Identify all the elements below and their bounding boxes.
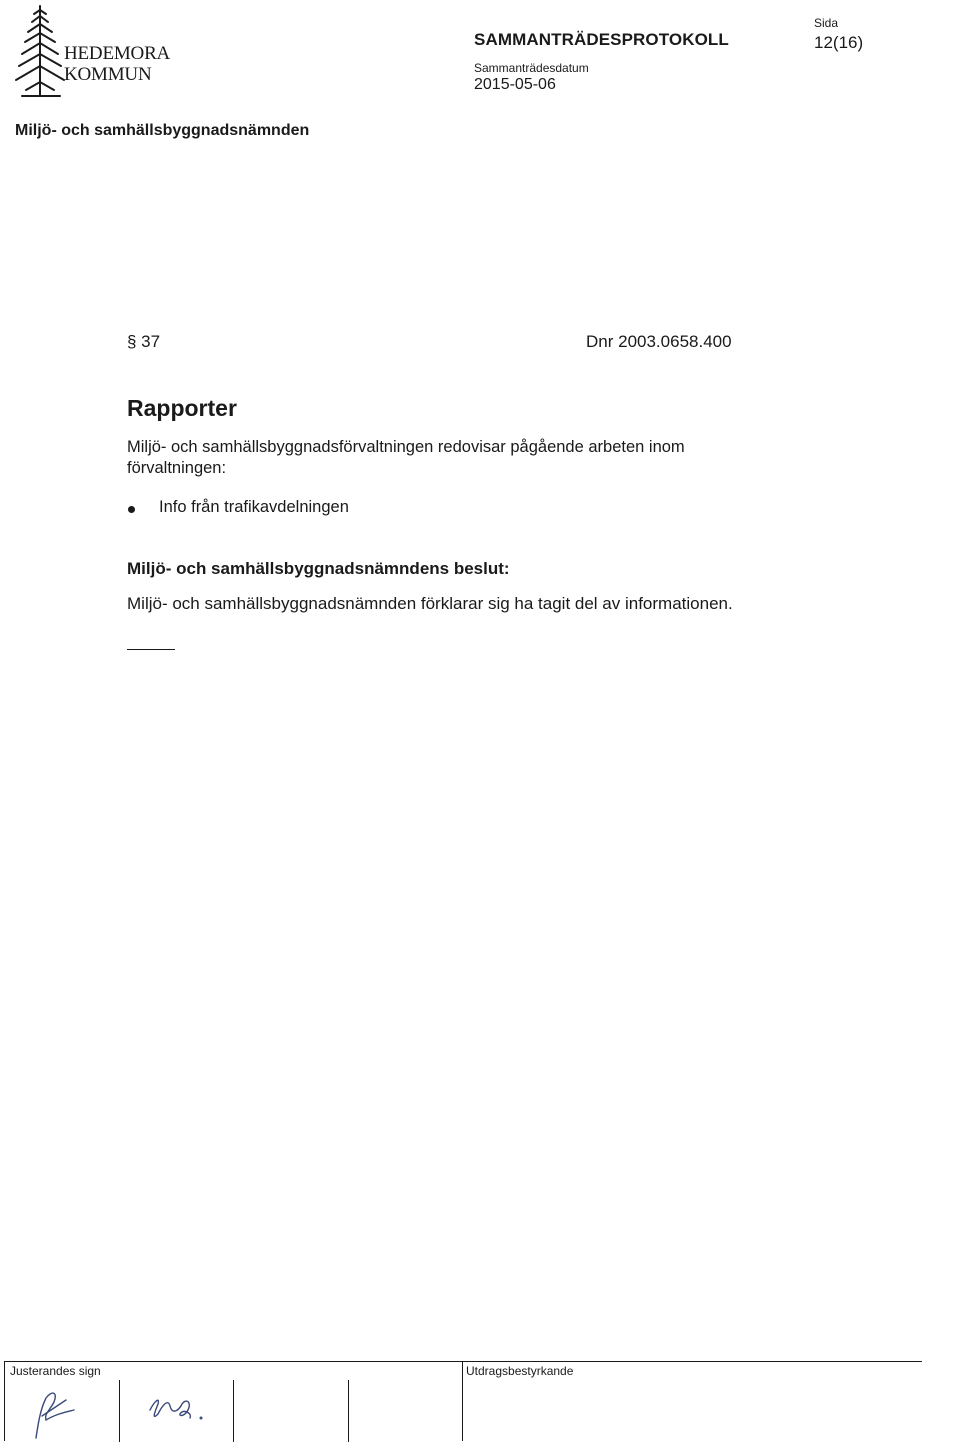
signature-divider-1: [119, 1380, 120, 1442]
bullet-item: Info från trafikavdelningen: [159, 498, 349, 516]
hedemora-tree-logo: [12, 4, 72, 100]
signature-divider-3: [348, 1380, 349, 1442]
section-heading: Rapporter: [127, 395, 237, 421]
document-title: SAMMANTRÄDESPROTOKOLL: [474, 30, 729, 49]
end-rule: [127, 649, 175, 650]
committee-name: Miljö- och samhällsbyggnadsnämnden: [15, 122, 310, 139]
case-number: Dnr 2003.0658.400: [586, 332, 732, 351]
paragraph-number: § 37: [127, 332, 161, 351]
utdragsbestyrkande-label: Utdragsbestyrkande: [466, 1364, 574, 1378]
meeting-date-label: Sammanträdesdatum: [474, 61, 589, 75]
footer-border-left: [4, 1361, 5, 1441]
page-label: Sida: [814, 16, 839, 30]
intro-text: Miljö- och samhällsbyggnadsförvaltningen redovisar pågående arbeten inom förvaltningen:: [127, 438, 685, 477]
justerandes-sign-label: Justerandes sign: [10, 1364, 101, 1378]
signature-divider-4: [462, 1361, 463, 1441]
decision-text: Miljö- och samhällsbyggnadsnämnden förklarar sig ha tagit del av informationen.: [127, 594, 733, 613]
logo-wordmark: [64, 43, 170, 85]
meeting-date: 2015-05-06: [474, 76, 556, 93]
footer-divider: [4, 1361, 922, 1362]
logo-line-2: KOMMUN: [64, 64, 152, 85]
bullet-icon: [128, 506, 135, 513]
signature-divider-2: [233, 1380, 234, 1442]
page-number: 12(16): [814, 33, 864, 52]
logo-line-1: HEDEMORA: [64, 43, 171, 64]
decision-heading: Miljö- och samhällsbyggnadsnämndens beslut:: [127, 559, 510, 578]
